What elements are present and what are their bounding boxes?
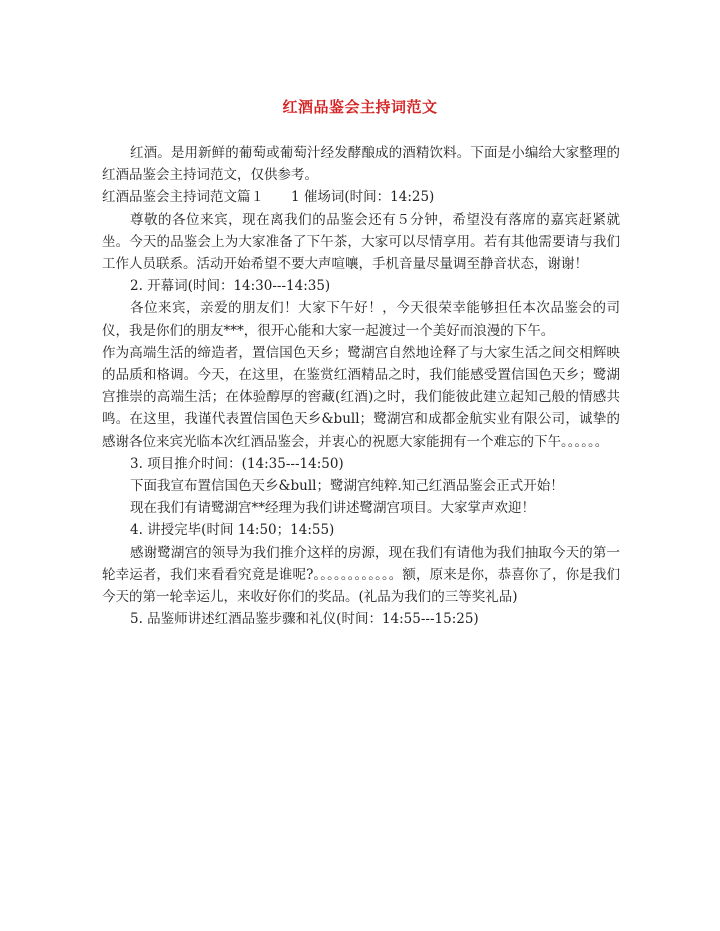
body-paragraph: 5. 品鉴师讲述红酒品鉴步骤和礼仪(时间：14:55---15:25) [130, 611, 479, 628]
body-paragraph: 下面我宣布置信国色天乡&bull；鹭湖宫纯粹.知己红酒品鉴会正式开始！ [130, 478, 564, 495]
body-paragraph: 现在我们有请鹭湖宫**经理为我们讲述鹭湖宫项目。大家掌声欢迎！ [130, 500, 535, 517]
body-paragraph: 各位来宾，亲爱的朋友们！大家下午好！，今天很荣幸能够担任本次品鉴会的司仪，我是你们的朋友***，很开心能和大家一起渡过一个美好而浪漫的下午。 [102, 300, 620, 339]
body-paragraph: 2. 开幕词(时间：14:30---14:35) [130, 278, 331, 295]
body-paragraph: 尊敬的各位来宾，现在离我们的品鉴会还有５分钟，希望没有落席的嘉宾赶紧就坐。今天的品鉴会上为大家准备了下午茶，大家可以尽情享用。若有其他需要请与我们工作人员联系。活动开始希望不要大声喧嚷，手机音量尽量调至静音状态，谢谢！ [102, 211, 620, 273]
body-paragraph: 作为高端生活的缔造者，置信国色天乡；鹭湖宫自然地诠释了与大家生活之间交相辉映的品质和格调。今天，在这里，在鉴赏红酒精品之时，我们能感受置信国色天乡；鹭湖宫推崇的高端生活；在体验醇厚的窖藏(红酒)之时，我们能彼此建立起知己般的情感共鸣。在这里，我谨代表置信国色天乡&bull；鹭湖宫和成都金航实业有限公司，诚挚的感谢各位来宾光临本次红酒品鉴会，并衷心的祝愿大家能拥有一个难忘的下午。。。。。。 [102, 344, 620, 450]
page-title: 红酒品鉴会主持词范文 [282, 98, 438, 116]
body-paragraph: 感谢鹭湖宫的领导为我们推介这样的房源，现在我们有请他为我们抽取今天的第一轮幸运者，我们来看看究竟是谁呢?。。。。。。。。。。。。额，原来是你，恭喜你了，你是我们今天的第一轮幸运儿，来收好你们的奖品。(礼品为我们的三等奖礼品) [102, 544, 620, 606]
body-paragraph: 4. 讲授完毕(时间 14:50；14:55) [130, 522, 335, 539]
body-paragraph: 3. 项目推介时间：(14:35---14:50) [130, 455, 344, 472]
document-body [102, 142, 620, 630]
body-paragraph: 红酒。是用新鲜的葡萄或葡萄汁经发酵酿成的酒精饮料。下面是小编给大家整理的红酒品鉴会主持词范文，仅供参考。 [102, 145, 620, 184]
body-paragraph: 红酒品鉴会主持词范文篇１ 1 催场词(时间：14:25) [102, 189, 435, 206]
